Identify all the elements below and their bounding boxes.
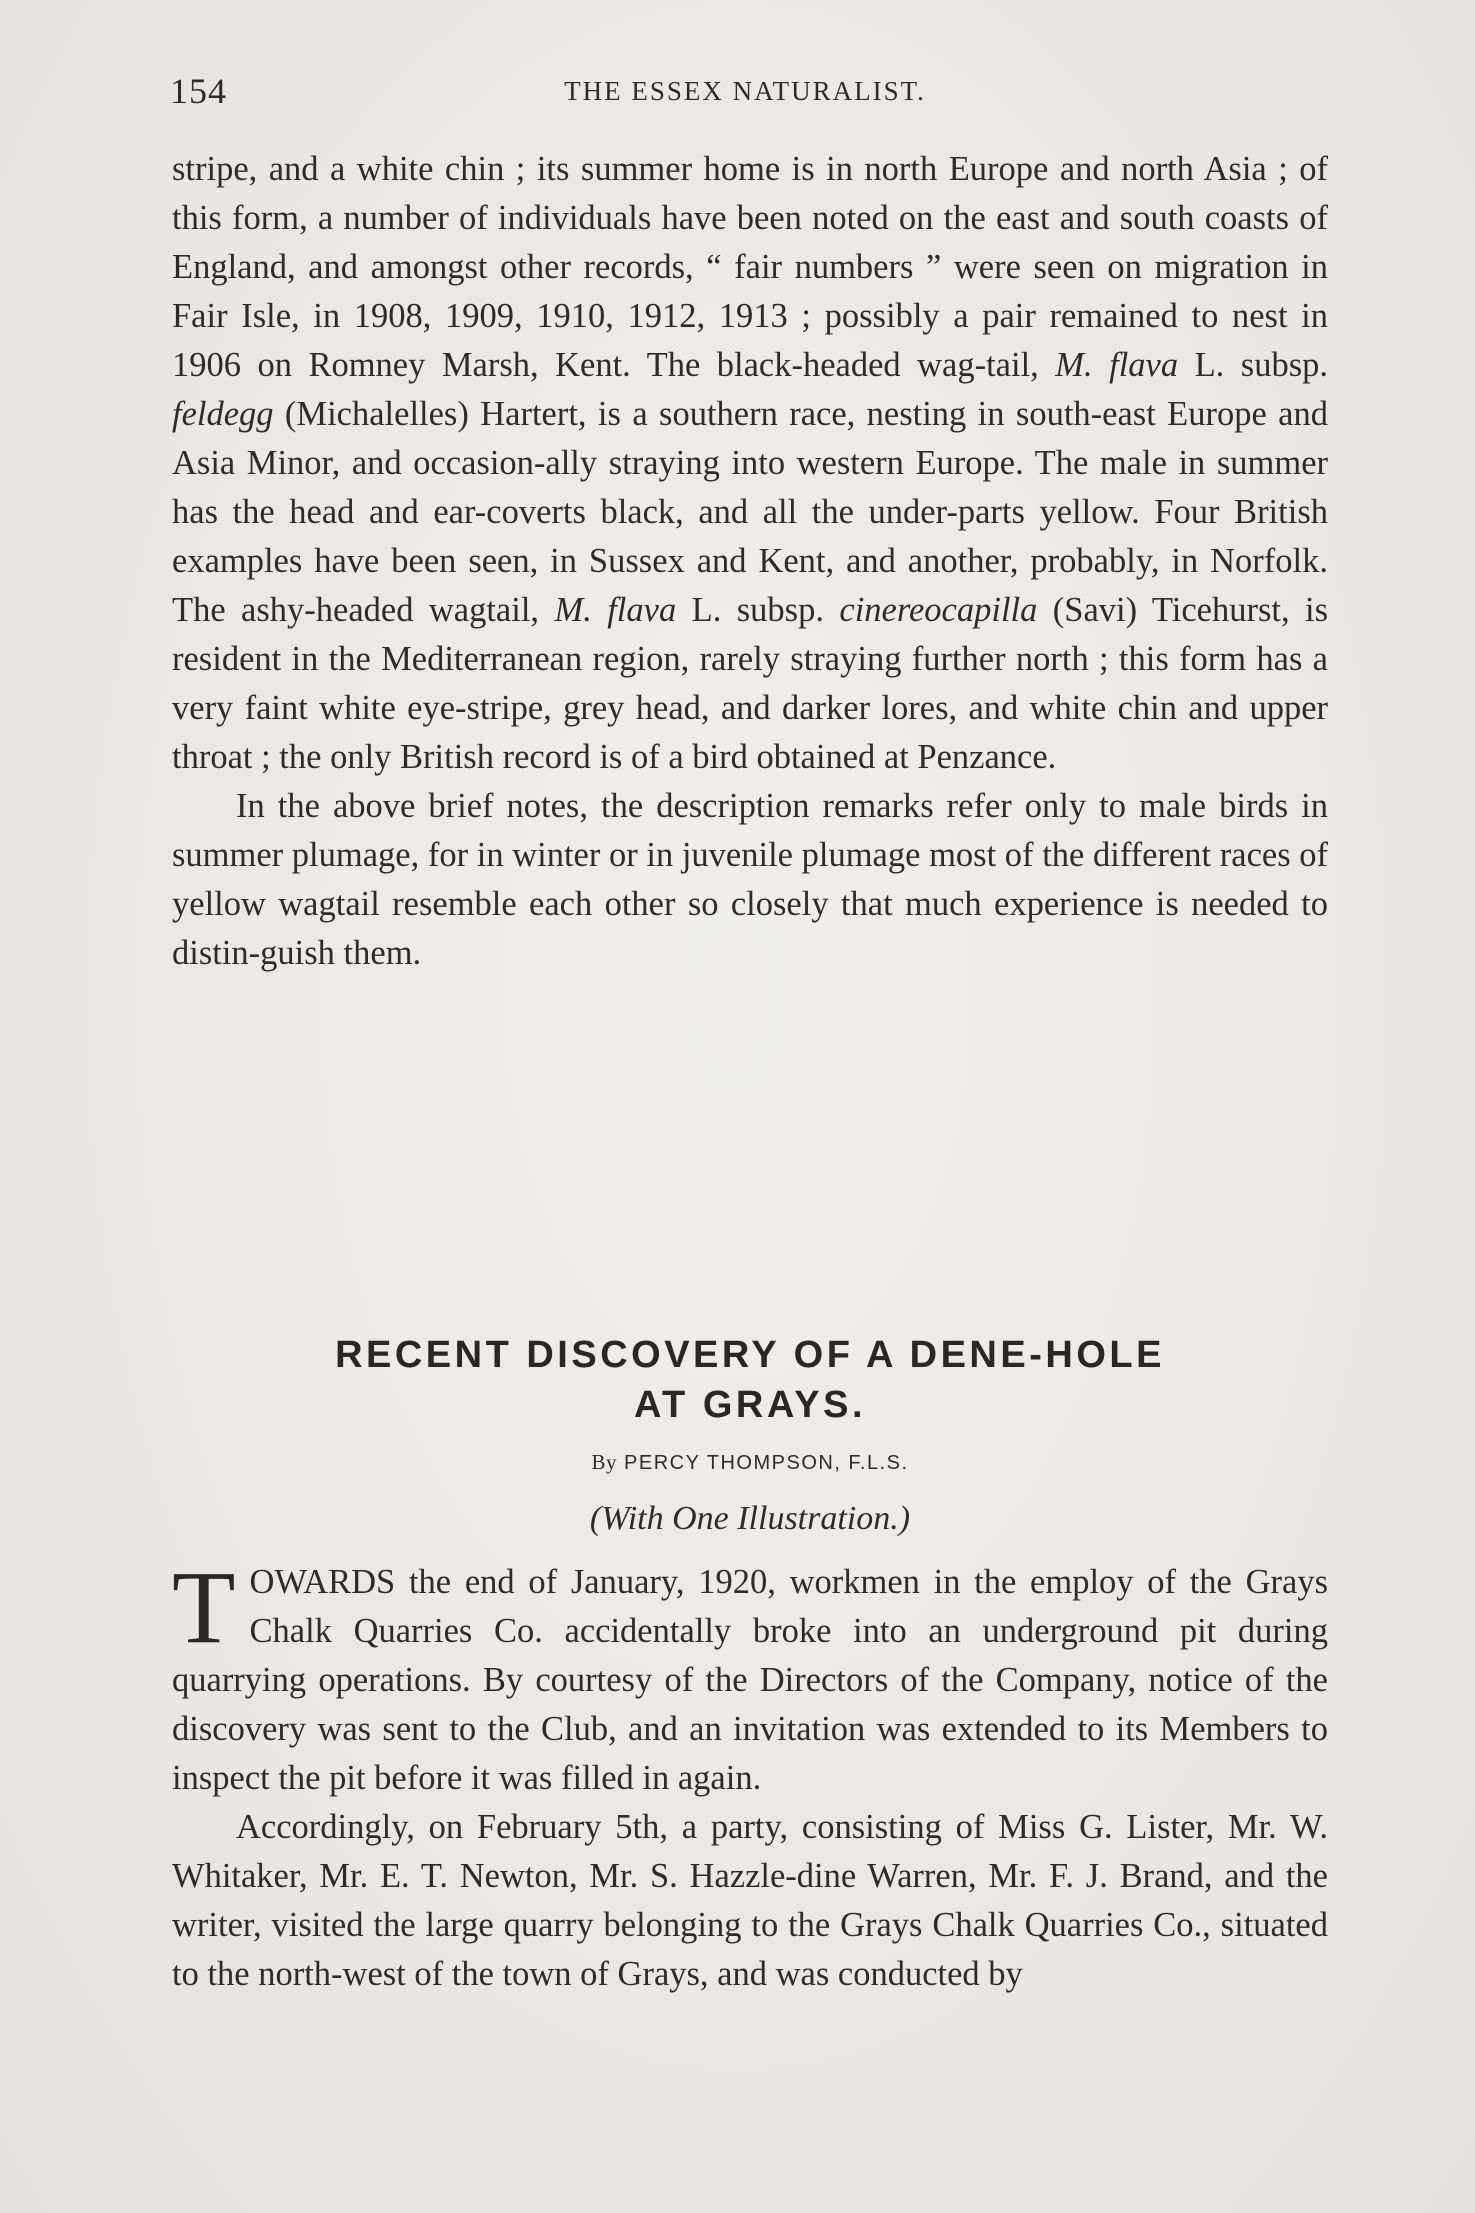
article-paragraph-1-text: OWARDS the end of January, 1920, workmen in the employ of the Grays Chalk Quarries Co. accidentally broke into an underground pit during quarrying operations. By courtesy of the Directors of the Company, notice of the discovery was sent to the Club, and an invitation was extended to its Members to inspect the pit before it was filled in again. (172, 1563, 1328, 1797)
italic-term: M. flava (554, 591, 677, 629)
page-number: 154 (170, 71, 227, 111)
article-title (172, 1330, 1328, 1430)
continuation-paragraph-1: stripe, and a white chin ; its summer home is in north Europe and north Asia ; of this form, a number of individuals have been noted on the east and south coasts of England, and amongst other records, “ fair numbers ” were seen on migration in Fair Isle, in 1908, 1909, 1910, 1912, 1913 ; possibly a pair remained to nest in 1906 on Romney Marsh, Kent. The black-headed wag-tail, M. flava L. subsp. feldegg (Michalelles) Hartert, is a southern race, nesting in south-east Europe and Asia Minor, and occasion-ally straying into western Europe. The male in summer has the head and ear-coverts black, and all the under-parts yellow. Four British examples have been seen, in Sussex and Kent, and another, probably, in Norfolk. The ashy-headed wagtail, M. flava L. subsp. cinereocapilla (Savi) Ticehurst, is resident in the Mediterranean region, rarely straying further north ; this form has a very faint white eye-stripe, grey head, and darker lores, and white chin and upper throat ; the only British record is of a bird obtained at Penzance. (172, 150, 1328, 776)
illustration-note: (With One Illustration.) (589, 1500, 911, 1537)
article-text (172, 1550, 1328, 1999)
article-paragraph-1 (172, 1550, 1328, 1803)
italic-term: feldegg (172, 395, 274, 433)
running-head (170, 70, 1320, 114)
drop-cap: T (172, 1550, 236, 1665)
byline (172, 1450, 1328, 1475)
continuation-text (172, 145, 1328, 978)
article-title-line-1: RECENT DISCOVERY OF A DENE-HOLE (335, 1334, 1165, 1376)
article-title-line-2: AT GRAYS. (633, 1384, 867, 1426)
author-name: PERCY THOMPSON, F.L.S. (624, 1452, 909, 1474)
italic-term: cinereocapilla (839, 591, 1038, 629)
article-paragraph-2: Accordingly, on February 5th, a party, consisting of Miss G. Lister, Mr. W. Whitaker, Mr. E. T. Newton, Mr. S. Hazzle-dine Warren, Mr. F. J. Brand, and the writer, visited the large quarry belonging to the Grays Chalk Quarries Co., situated to the north-west of the town of Grays, and was conducted by (172, 1808, 1328, 1993)
journal-title: THE ESSEX NATURALIST. (564, 76, 926, 106)
continuation-paragraph-2: In the above brief notes, the description remarks refer only to male birds in summer plumage, for in winter or in juvenile plumage most of the different races of yellow wagtail resemble each other so closely that much experience is needed to distin-guish them. (172, 787, 1328, 972)
italic-term: M. flava (1055, 346, 1179, 384)
byline-prefix: By (591, 1450, 617, 1474)
